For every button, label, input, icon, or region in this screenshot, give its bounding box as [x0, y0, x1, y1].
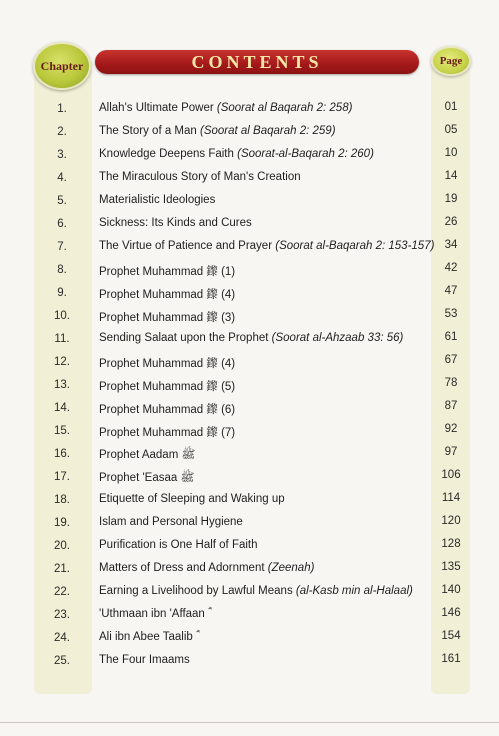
toc-entry[interactable] [34, 352, 474, 375]
chapter-title-text: Allah's Ultimate Power [99, 102, 214, 114]
chapter-number: 22. [54, 586, 70, 598]
chapter-title-text: The Four Imaams [99, 654, 190, 666]
toc-entry[interactable] [34, 375, 474, 398]
toc-entry[interactable] [34, 306, 474, 329]
page-number: 135 [441, 561, 461, 573]
page-label: Page [439, 55, 463, 67]
toc-entry[interactable] [34, 628, 474, 651]
chapter-title [99, 447, 429, 464]
page-number: 05 [444, 124, 458, 136]
toc-entry[interactable] [34, 329, 474, 352]
chapter-title [99, 470, 429, 487]
chapter-number: 15. [54, 425, 70, 437]
chapter-reference: (Soorat-al-Baqarah 2: 260) [237, 148, 374, 160]
chapter-number: 10. [54, 310, 70, 322]
chapter-title-text: Matters of Dress and Adornment [99, 562, 265, 574]
page-number: 106 [441, 469, 461, 481]
page-number: 67 [444, 354, 458, 366]
chapter-number: 20. [54, 540, 70, 552]
chapter-title-text: Prophet Aadam ﷺ [99, 449, 196, 461]
chapter-title [99, 539, 429, 551]
chapter-number: 5. [57, 195, 67, 207]
chapter-reference: (Zeenah) [267, 562, 315, 574]
chapter-title [99, 493, 429, 505]
chapter-reference: (Soorat al-Baqarah 2: 153-157) [275, 240, 435, 252]
chapter-title [99, 424, 429, 440]
page-number: 42 [444, 262, 458, 274]
chapter-number: 9. [57, 287, 67, 299]
chapter-title [99, 608, 429, 621]
page-number: 120 [441, 515, 461, 527]
toc-entry[interactable] [34, 145, 474, 168]
chapter-title [99, 102, 429, 114]
chapter-reference: (Soorat al Baqarah 2: 258) [216, 102, 353, 114]
chapter-title-text: Prophet Muhammad 鑗 (5) [99, 381, 236, 393]
chapter-number: 24. [54, 632, 70, 644]
chapter-title-text: Prophet Muhammad 鑗 (4) [99, 289, 236, 301]
chapter-title-text: The Story of a Man [99, 125, 197, 137]
toc-entry[interactable] [34, 214, 474, 237]
chapter-title [99, 263, 429, 279]
chapter-title-text: Sending Salaat upon the Prophet [99, 332, 269, 344]
toc-entry[interactable] [34, 513, 474, 536]
toc-entry[interactable] [34, 191, 474, 214]
chapter-reference: (Soorat al Baqarah 2: 259) [200, 125, 336, 137]
chapter-number: 25. [54, 655, 70, 667]
chapter-title [99, 516, 429, 528]
page-number: 114 [441, 492, 461, 504]
chapter-title [99, 355, 429, 371]
chapter-title-text: 'Uthmaan ibn 'Affaan ؓ [99, 608, 209, 620]
page-badge [431, 46, 471, 76]
chapter-title-text: Ali ibn Abee Taalib ؓ [99, 631, 196, 643]
page-number: 161 [441, 653, 461, 665]
chapter-title [99, 171, 429, 183]
chapter-number: 12. [54, 356, 70, 368]
chapter-number: 21. [54, 563, 70, 575]
chapter-number: 13. [54, 379, 70, 391]
chapter-title-text: Etiquette of Sleeping and Waking up [99, 493, 285, 505]
chapter-number: 8. [57, 264, 67, 276]
page-number: 47 [444, 285, 458, 297]
chapter-number: 19. [54, 517, 70, 529]
page-number: 14 [444, 170, 458, 182]
chapter-title [99, 240, 435, 252]
chapter-title [99, 378, 429, 394]
page-number: 154 [441, 630, 461, 642]
chapter-title-text: The Miraculous Story of Man's Creation [99, 171, 301, 183]
toc-entry[interactable] [34, 283, 474, 306]
chapter-title [99, 217, 429, 229]
chapter-reference: (al-Kasb min al-Halaal) [295, 585, 413, 597]
chapter-number: 7. [57, 241, 67, 253]
chapter-title [99, 332, 429, 344]
chapter-title [99, 654, 429, 666]
page-title: CONTENTS [191, 51, 323, 72]
chapter-title-text: The Virtue of Patience and Prayer [99, 240, 273, 252]
chapter-title [99, 286, 429, 302]
toc-entry[interactable] [34, 444, 474, 467]
chapter-title-text: Prophet Muhammad 鑗 (6) [99, 404, 236, 416]
chapter-badge [33, 42, 91, 90]
toc-entry[interactable] [34, 237, 474, 260]
page-edge-divider [0, 722, 499, 723]
toc-entry[interactable] [34, 651, 474, 674]
chapter-title-text: Islam and Personal Hygiene [99, 516, 243, 528]
chapter-label: Chapter [40, 58, 84, 73]
chapter-number: 17. [54, 471, 70, 483]
chapter-title [99, 148, 429, 160]
page-number: 92 [444, 423, 458, 435]
chapter-title [99, 631, 429, 644]
chapter-number: 14. [54, 402, 70, 414]
chapter-number: 23. [54, 609, 70, 621]
toc-entry[interactable] [34, 467, 474, 490]
chapter-title-text: Prophet Muhammad 鑗 (3) [99, 312, 236, 324]
chapter-title-text: Prophet Muhammad 鑗 (1) [99, 266, 236, 278]
page-number: 87 [444, 400, 458, 412]
chapter-title [99, 125, 429, 137]
page-number: 140 [441, 584, 461, 596]
chapter-number: 11. [54, 333, 70, 345]
chapter-title [99, 562, 429, 574]
table-of-contents [34, 99, 474, 674]
page-number: 146 [441, 607, 461, 619]
chapter-number: 18. [54, 494, 70, 506]
page-number: 61 [444, 331, 458, 343]
page-number: 97 [444, 446, 458, 458]
toc-entry[interactable] [34, 605, 474, 628]
chapter-title [99, 194, 429, 206]
page-number: 53 [444, 308, 458, 320]
toc-entry[interactable] [34, 260, 474, 283]
chapter-title-text: Purification is One Half of Faith [99, 539, 258, 551]
page-number: 78 [444, 377, 458, 389]
toc-entry[interactable] [34, 421, 474, 444]
page-number: 128 [441, 538, 461, 550]
contents-title-bar [95, 50, 419, 74]
chapter-number: 3. [57, 149, 67, 161]
chapter-title-text: Sickness: Its Kinds and Cures [99, 217, 252, 229]
toc-entry[interactable] [34, 99, 474, 122]
chapter-reference: (Soorat al-Ahzaab 33: 56) [271, 332, 404, 344]
page-number: 26 [444, 216, 458, 228]
chapter-number: 1. [57, 103, 67, 115]
toc-entry[interactable] [34, 122, 474, 145]
chapter-number: 16. [54, 448, 70, 460]
chapter-title-text: Prophet Muhammad 鑗 (4) [99, 358, 236, 370]
chapter-number: 2. [57, 126, 67, 138]
page-number: 19 [444, 193, 458, 205]
chapter-title [99, 401, 429, 417]
chapter-title-text: Prophet 'Easaa ﷺ [99, 472, 195, 484]
toc-entry[interactable] [34, 168, 474, 191]
chapter-title-text: Materialistic Ideologies [99, 194, 216, 206]
chapter-title-text: Prophet Muhammad 鑗 (7) [99, 427, 236, 439]
chapter-title [99, 585, 429, 597]
toc-entry[interactable] [34, 490, 474, 513]
page-number: 34 [444, 239, 458, 251]
toc-entry[interactable] [34, 398, 474, 421]
page-number: 10 [444, 147, 458, 159]
chapter-number: 4. [57, 172, 67, 184]
chapter-title-text: Knowledge Deepens Faith [99, 148, 234, 160]
chapter-title [99, 309, 429, 325]
page-number: 01 [444, 101, 458, 113]
toc-entry[interactable] [34, 582, 474, 605]
chapter-title-text: Earning a Livelihood by Lawful Means [99, 585, 293, 597]
chapter-number: 6. [57, 218, 67, 230]
toc-entry[interactable] [34, 559, 474, 582]
toc-entry[interactable] [34, 536, 474, 559]
